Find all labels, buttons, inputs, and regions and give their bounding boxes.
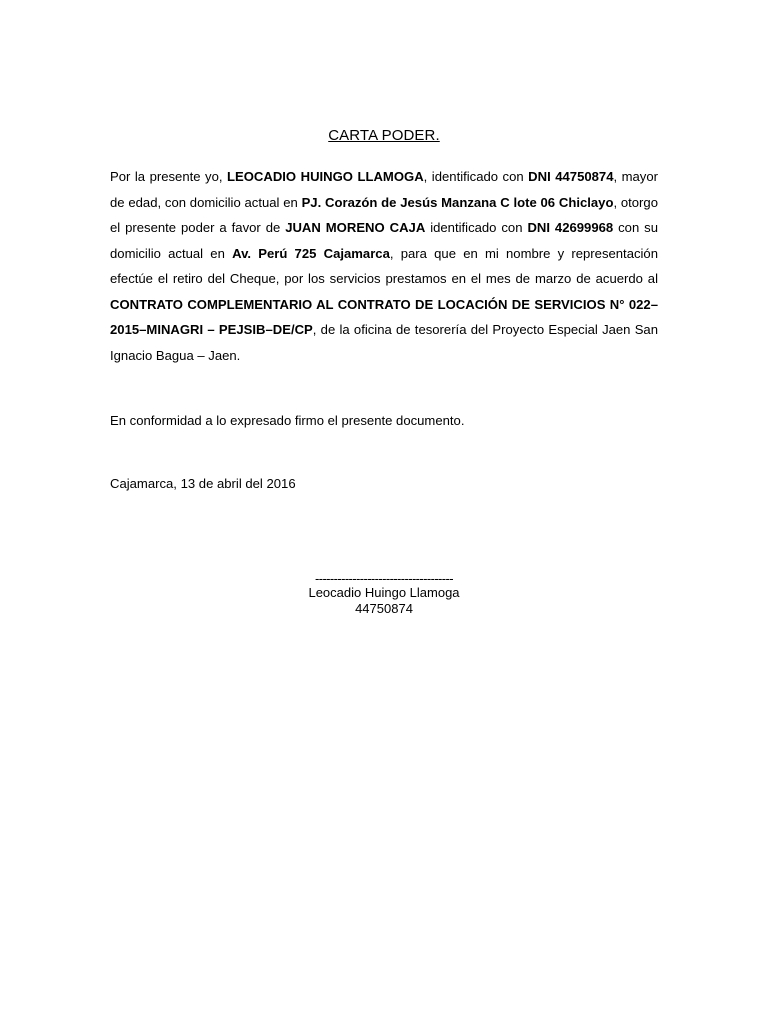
paragraph-segment: , otorgo el presente poder a favor de xyxy=(110,194,658,235)
paragraph-segment: Por la presente yo, xyxy=(110,169,227,184)
paragraph-segment-bold: JUAN MORENO CAJA xyxy=(285,220,426,235)
paragraph-segment-bold: Av. Perú 725 Cajamarca xyxy=(232,245,390,261)
signatory-dni: 44750874 xyxy=(355,601,413,616)
paragraph-segment-bold: DNI 42699968 xyxy=(527,220,614,235)
conformidad-statement: En conformidad a lo expresado firmo el presente documento. xyxy=(110,413,465,428)
signature-block xyxy=(284,573,484,617)
signatory-name: Leocadio Huingo Llamoga xyxy=(308,585,460,600)
paragraph-segment: identificado con xyxy=(425,220,528,235)
place-date: Cajamarca, 13 de abril del 2016 xyxy=(110,476,296,491)
paragraph-segment: , mayor de edad, con domicilio actual en xyxy=(110,169,659,210)
paragraph-segment-bold: LEOCADIO HUINGO LLAMOGA xyxy=(227,169,424,184)
paragraph-segment: , identificado con xyxy=(423,169,529,184)
paragraph-segment-bold: DNI 44750874 xyxy=(528,169,614,184)
document-title: CARTA PODER. xyxy=(328,127,440,144)
body-paragraph xyxy=(110,164,658,368)
paragraph-segment: , de la oficina de tesorería del Proyecto Especial Jaen San Ignacio Bagua – Jaen. xyxy=(110,322,658,363)
signature-line: ------------------------------------- xyxy=(315,573,453,585)
paragraph-segment: con su domicilio actual en xyxy=(110,220,658,261)
paragraph-segment: , para que en mi nombre y representación efectúe el retiro del Cheque, por los servicios prestamos en el mes de marzo de acuerdo al xyxy=(110,245,658,286)
paragraph-segment-bold: CONTRATO COMPLEMENTARIO AL CONTRATO DE LOCACIÓN DE SERVICIOS N° 022–2015–MINAGRI – PEJSIB–DE/CP xyxy=(110,296,658,337)
paragraph-segment-bold: PJ. Corazón de Jesús Manzana C lote 06 Chiclayo xyxy=(301,194,614,210)
